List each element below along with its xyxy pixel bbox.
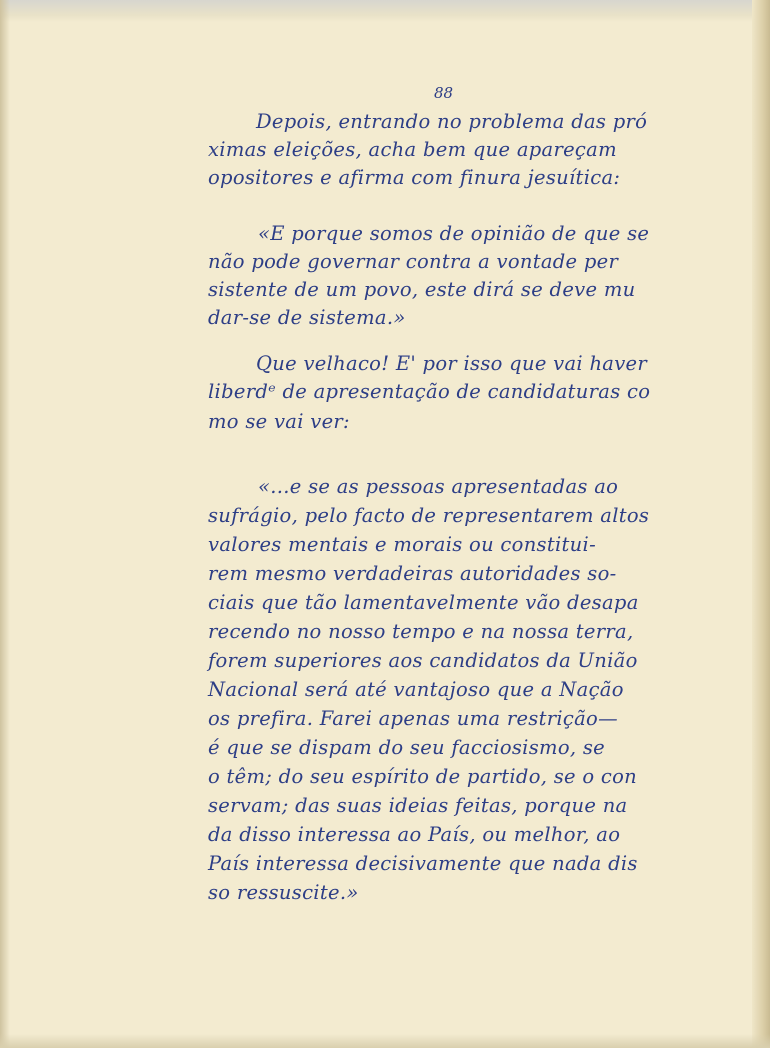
page-bottom-edge xyxy=(0,1034,770,1048)
text-line: so ressuscite.» xyxy=(208,881,359,904)
text-line: rem mesmo verdadeiras autoridades so- xyxy=(208,562,617,585)
text-line: não pode governar contra a vontade per xyxy=(208,250,619,273)
text-line: dar-se de sistema.» xyxy=(208,306,406,329)
text-line: Nacional será até vantajoso que a Nação xyxy=(208,678,624,701)
text-line: recendo no nosso tempo e na nossa terra, xyxy=(208,620,634,643)
page-number: 88 xyxy=(434,84,454,102)
text-line: sufrágio, pelo facto de representarem altos xyxy=(208,504,650,527)
text-line: é que se dispam do seu facciosismo, se xyxy=(208,736,606,759)
text-line: sistente de um povo, este dirá se deve mu xyxy=(208,278,636,301)
text-line: ciais que tão lamentavelmente vão desapa xyxy=(208,591,639,614)
text-line: opositores e afirma com finura jesuítica: xyxy=(208,166,621,189)
text-line: Que velhaco! E' por isso que vai haver xyxy=(256,352,648,375)
page-top-edge xyxy=(0,0,770,22)
text-line: os prefira. Farei apenas uma restrição— xyxy=(208,707,618,730)
text-line: «...e se as pessoas apresentadas ao xyxy=(258,475,619,498)
text-line: «E porque somos de opinião de que se xyxy=(258,222,650,245)
text-line: Depois, entrando no problema das pró xyxy=(256,110,648,133)
text-line: ximas eleições, acha bem que apareçam xyxy=(208,138,617,161)
text-line: valores mentais e morais ou constitui- xyxy=(208,533,596,556)
text-line: forem superiores aos candidatos da União xyxy=(208,649,638,672)
text-line: País interessa decisivamente que nada dis xyxy=(208,852,638,875)
text-line: da disso interessa ao País, ou melhor, ao xyxy=(208,823,621,846)
text-line: servam; das suas ideias feitas, porque na xyxy=(208,794,628,817)
text-line: liberdᵉ de apresentação de candidaturas co xyxy=(208,380,651,403)
text-line: o têm; do seu espírito de partido, se o con xyxy=(208,765,638,788)
text-line: mo se vai ver: xyxy=(208,410,350,433)
page-right-edge xyxy=(752,0,770,1048)
page-binding-shadow xyxy=(0,0,10,1048)
